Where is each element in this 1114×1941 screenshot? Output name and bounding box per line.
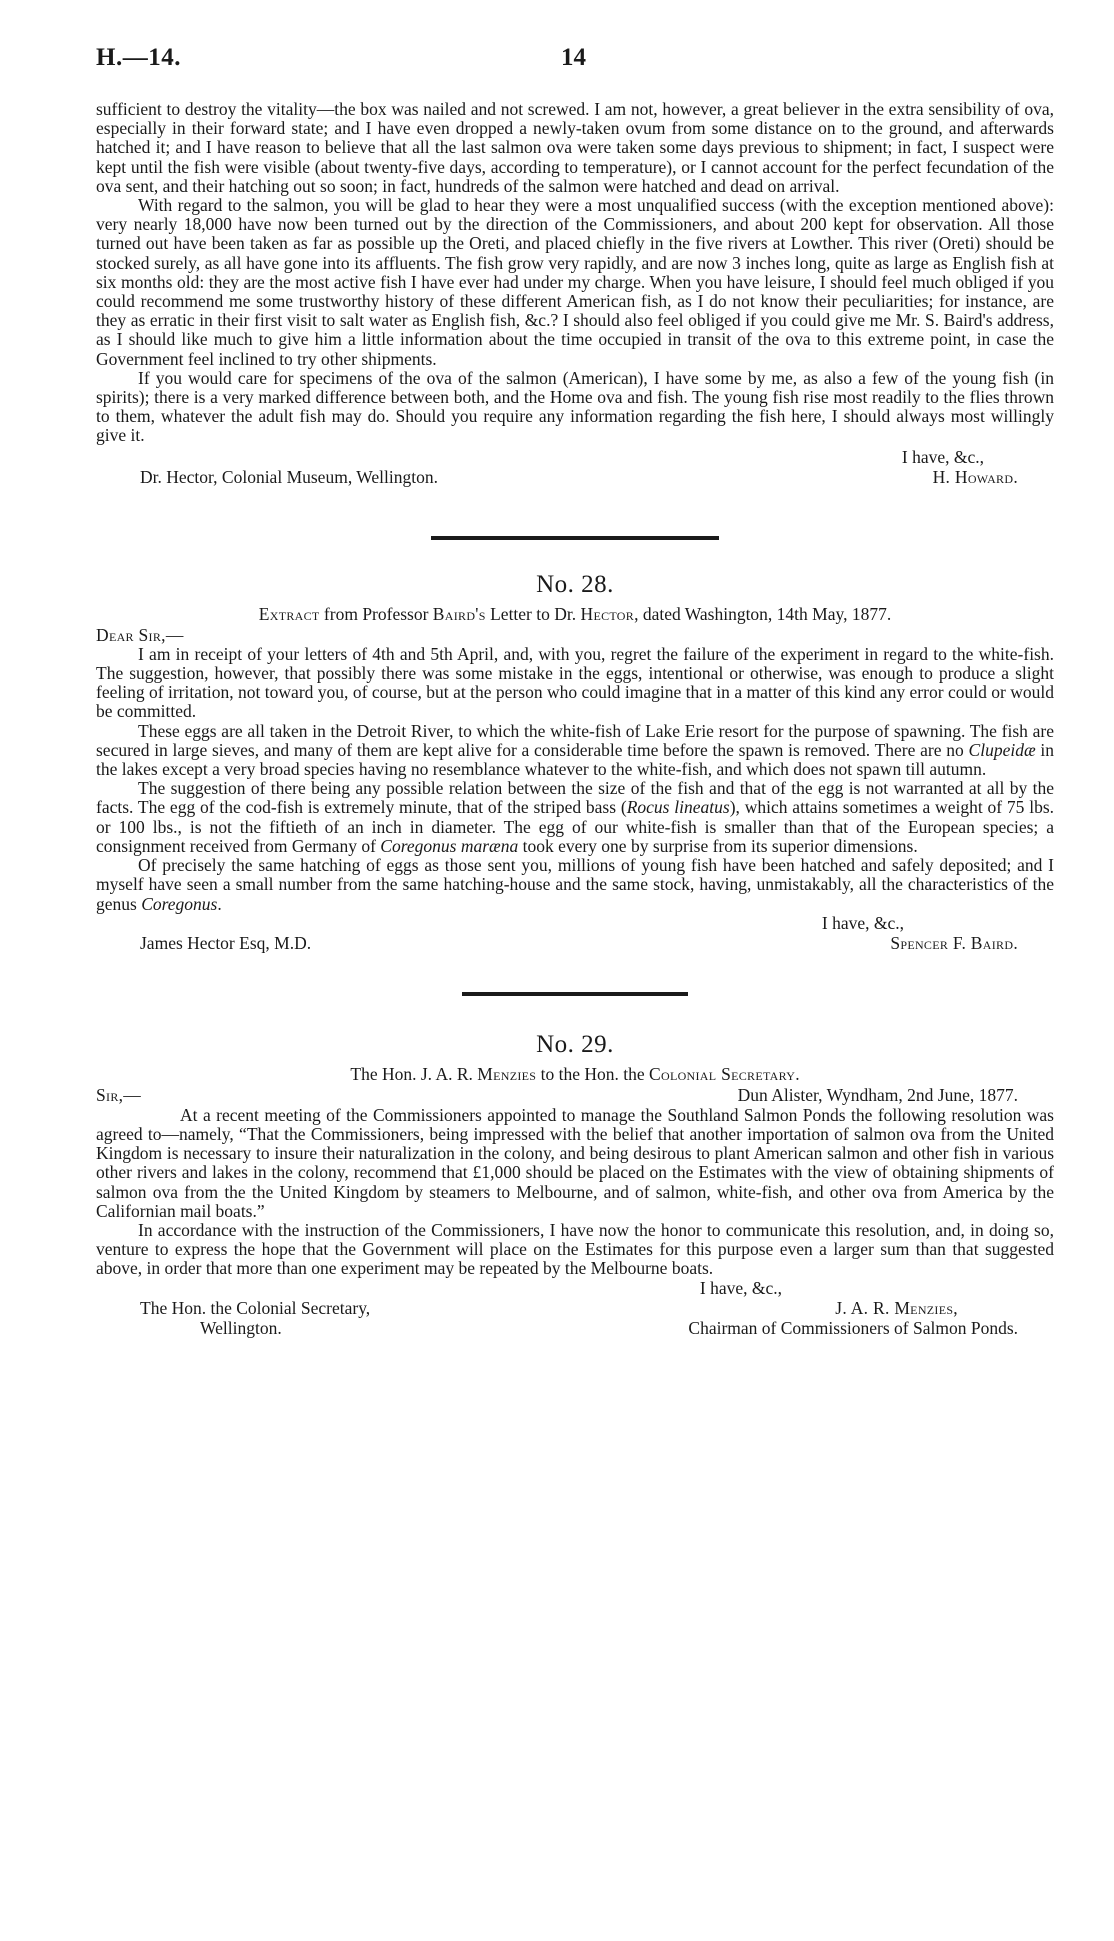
signature: Spencer F. Baird. <box>890 932 1018 953</box>
section-heading: Extract from Professor Baird's Letter to Dr. Hector, dated Washington, 14th May, 1877. <box>258 603 892 624</box>
addressee-city: Wellington. <box>200 1317 282 1338</box>
paragraph: The suggestion of there being any possible relation between the size of the fish and that of the egg is not warranted at all by the facts. The egg of the cod-fish is extremely minute, that of the striped bass (Rocus lineatus), which attains sometimes a weight of 75 lbs. or 100 lbs., is not the fiftieth of an inch in diameter. The egg of our white-fish is smaller than that of the European species; a consignment received from Germany of Coregonus maræna took every one by surprise from its superior dimensions. <box>96 778 1055 856</box>
salutation: Dear Sir,— <box>96 624 184 645</box>
place-date: Dun Alister, Wyndham, 2nd June, 1877. <box>737 1084 1018 1105</box>
addressee: James Hector Esq, M.D. <box>140 932 312 953</box>
signature-row <box>96 468 1054 488</box>
paragraph: Of precisely the same hatching of eggs as those sent you, millions of young fish have been hatched and safely deposited; and I myself have seen a small number from the same hatching-house and the same stock, having, unmistakably, all the characteristics of the genus Coregonus. <box>96 855 1054 914</box>
addressee: Dr. Hector, Colonial Museum, Wellington. <box>140 466 438 487</box>
letter-no-29 <box>96 1030 1054 1339</box>
signature-title: Chairman of Commissioners of Salmon Ponds. <box>688 1317 1018 1338</box>
section-number: No. 29. <box>536 1030 614 1058</box>
paragraph: At a recent meeting of the Commissioners appointed to manage the Southland Salmon Ponds the following resolution was agreed to—namely, “That the Commissioners, being impressed with the belief that another importation of salmon ova from the United Kingdom is necessary to insure their naturalization in the colony, and being desirous to plant American salmon and other fish in various other rivers and lakes in the colony, recommend that £1,000 should be placed on the Estimates with the view of obtaining shipments of salmon ova from the the United Kingdom by steamers to Melbourne, and of salmon, white-fish, and other ova from America by the Californian mail boats.” <box>96 1104 1054 1221</box>
signature-row <box>96 1299 1054 1319</box>
letter-howard <box>96 100 1054 488</box>
addressee: The Hon. the Colonial Secretary, <box>140 1297 371 1318</box>
section-divider <box>431 536 719 540</box>
closing-row <box>96 914 1054 934</box>
document-reference: H.—14. <box>96 44 181 71</box>
closing: I have, &c., <box>901 446 984 467</box>
signature-row <box>96 1319 1054 1339</box>
signature-row <box>96 934 1054 954</box>
page-number: 14 <box>561 44 586 71</box>
paragraph: sufficient to destroy the vitality—the box was nailed and not screwed. I am not, however, a great believer in the extra sensibility of ova, especially in their forward state; and I have even dropped a newly-taken ovum from some distance on to the ground, and afterwards hatched it; and I have reason to believe that all the last salmon ova were taken some days previous to shipment; in fact, I suspect were kept until the fish were visible (about twenty-five days, according to temperature), or I cannot account for the perfect fecundation of the ova sent, and their hatching out so soon; in fact, hundreds of the salmon were hatched and dead on arrival. <box>96 99 1054 196</box>
closing: I have, &c., <box>821 912 904 933</box>
salutation: Sir,— <box>96 1084 142 1105</box>
paragraph: I am in receipt of your letters of 4th and 5th April, and, with you, regret the failure of the experiment in regard to the white-fish. The suggestion, however, that possibly there was some mistake in the eggs, intentional or otherwise, was enough to produce a slight feeling of irritation, not toward you, of course, but at the person who could imagine that in a matter of this kind any error could or would be committed. <box>96 643 1054 722</box>
closing-row <box>96 448 1054 468</box>
signature: J. A. R. Menzies, <box>835 1297 958 1318</box>
paragraph: In accordance with the instruction of the Commissioners, I have now the honor to communicate this resolution, and, in doing so, venture to express the hope that the Government will place on the Estimates for this purpose even a larger sum than that suggested above, in order that more than one experiment may be repeated by the Melbourne boats. <box>96 1219 1054 1279</box>
salutation-row <box>96 1086 1054 1106</box>
signature: H. Howard. <box>932 466 1018 487</box>
paragraph: With regard to the salmon, you will be glad to hear they were a most unqualified success (with the exception mentioned above): very nearly 18,000 have now been turned out by the direction of the Commissioners, and about 200 kept for observation. All those turned out have been taken as far as possible up the Oreti, and placed chiefly in the five rivers at Lowther. This river (Oreti) should be stocked surely, as all have gone into its affluents. The fish grow very rapidly, and are now 3 inches long, quite as large as English fish at six months old: they are the most active fish I have ever had under my charge. When you have leisure, I should feel much obliged if you could recommend me some trustworthy history of these different American fish, as I do not know their peculiarities; for instance, are they as erratic in their first visit to salt water as English fish, &c.? I should also feel obliged if you could give me Mr. S. Baird's address, as I should like much to give him a little information about the time occupied in transit of the ova to this extreme point, in case the Government feel inclined to try other shipments. <box>96 195 1054 369</box>
closing-row <box>96 1279 1054 1299</box>
paragraph: If you would care for specimens of the ova of the salmon (American), I have some by me, as also a few of the young fish (in spirits); there is a very marked difference between both, and the Home ova and fish. The young fish rise most readily to the flies thrown to them, whatever the adult fish may do. Should you require any information regarding the fish here, I should always most willingly give it. <box>96 367 1054 446</box>
section-heading: The Hon. J. A. R. Menzies to the Hon. the Colonial Secretary. <box>350 1063 800 1084</box>
section-divider <box>462 992 688 996</box>
letter-no-28 <box>96 570 1054 954</box>
page-content <box>96 100 1054 1339</box>
section-number: No. 28. <box>536 570 614 598</box>
closing: I have, &c., <box>699 1277 782 1298</box>
page-header <box>96 44 1054 80</box>
paragraph: These eggs are all taken in the Detroit River, to which the white-fish of Lake Erie resort for the purpose of spawning. The fish are secured in large sieves, and many of them are kept alive for a considerable time before the spawn is removed. There are no Clupeidæ in the lakes except a very broad species having no resemblance whatever to the white-fish, and which does not spawn till autumn. <box>96 720 1054 780</box>
